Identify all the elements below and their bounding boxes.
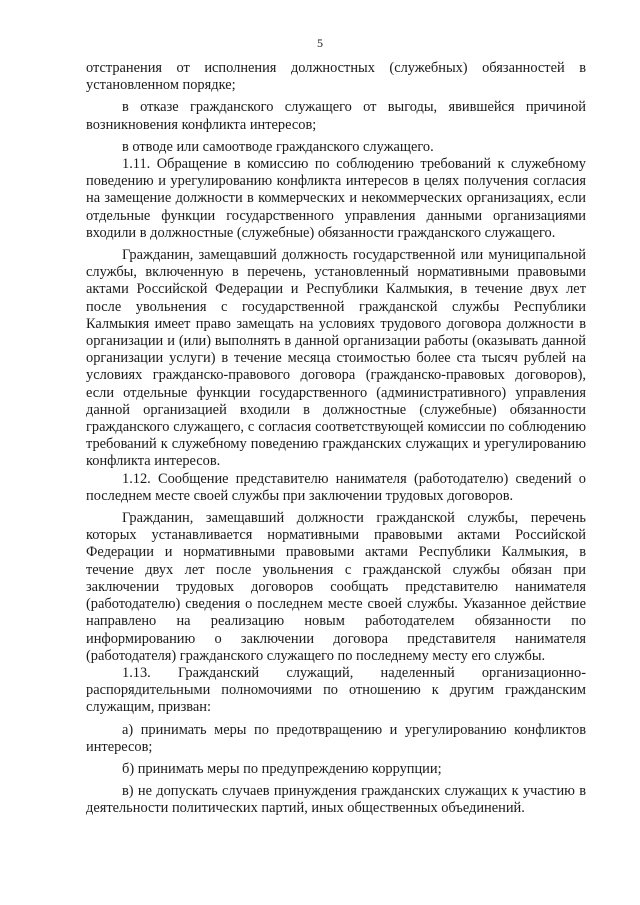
paragraph-4: 1.11. Обращение в комиссию по соблюдению требований к служебному поведению и урегулированию конфликта интересов в целях получения согласия на замещение должности в коммерческих и некоммерческих организациях, если отдельные функции государственного управления данными организациями входили в должностные (служебные) обязанности гражданского служащего. bbox=[86, 156, 586, 241]
paragraph-11: в) не допускать случаев принуждения гражданских служащих к участию в деятельности политических партий, иных общественных объединений. bbox=[86, 783, 586, 817]
paragraph-7: Гражданин, замещавший должности гражданской службы, перечень которых устанавливается нормативными правовыми актами Российской Федерации и нормативными правовыми актами Республики Калмыкия, в течение двух лет после увольнения с гражданской службы обязан при заключении трудовых договоров сообщать представителю нанимателя (работодателю) сведения о последнем месте своей службы. Указанное действие направлено на реализацию новым работодателем обязанности по информированию о заключении договора представителя нанимателя (работодателя) гражданского служащего по последнему месту его службы. bbox=[86, 510, 586, 664]
paragraph-8: 1.13. Гражданский служащий, наделенный организационно-распорядительными полномочиями по отношению к другим гражданским служащим, призван: bbox=[86, 664, 586, 716]
paragraph-1: отстранения от исполнения должностных (служебных) обязанностей в установленном порядке; bbox=[86, 60, 586, 94]
paragraph-10: б) принимать меры по предупреждению коррупции; bbox=[122, 760, 442, 777]
paragraph-9: а) принимать меры по предотвращению и урегулированию конфликтов интересов; bbox=[86, 721, 586, 755]
paragraph-2: в отказе гражданского служащего от выгоды, явившейся причиной возникновения конфликта интересов; bbox=[86, 99, 586, 133]
document-body bbox=[86, 60, 586, 818]
paragraph-6: 1.12. Сообщение представителю нанимателя (работодателю) сведений о последнем месте своей службы при заключении трудовых договоров. bbox=[86, 470, 586, 504]
paragraph-3: в отводе или самоотводе гражданского служащего. bbox=[122, 138, 434, 155]
page-number: 5 bbox=[317, 36, 323, 50]
paragraph-5: Гражданин, замещавший должность государственной или муниципальной службы, включенную в перечень, установленный нормативными правовыми актами Российской Федерации и Республики Калмыкия, в течение двух лет после увольнения с государственной гражданской службы Республики Калмыкия имеет право замещать на условиях трудового договора должности в организации и (или) выполнять в данной организации работы (оказывать данной организации услуги) в течение месяца стоимостью более ста тысяч рублей на условиях гражданско-правового договора (гражданско-правовых договоров), если отдельные функции государственного (административного) управления данной организацией входили в должностные (служебные) обязанности гражданского служащего, с согласия соответствующей комиссии по соблюдению требований к служебному поведению гражданских служащих и урегулированию конфликта интересов. bbox=[86, 247, 586, 470]
